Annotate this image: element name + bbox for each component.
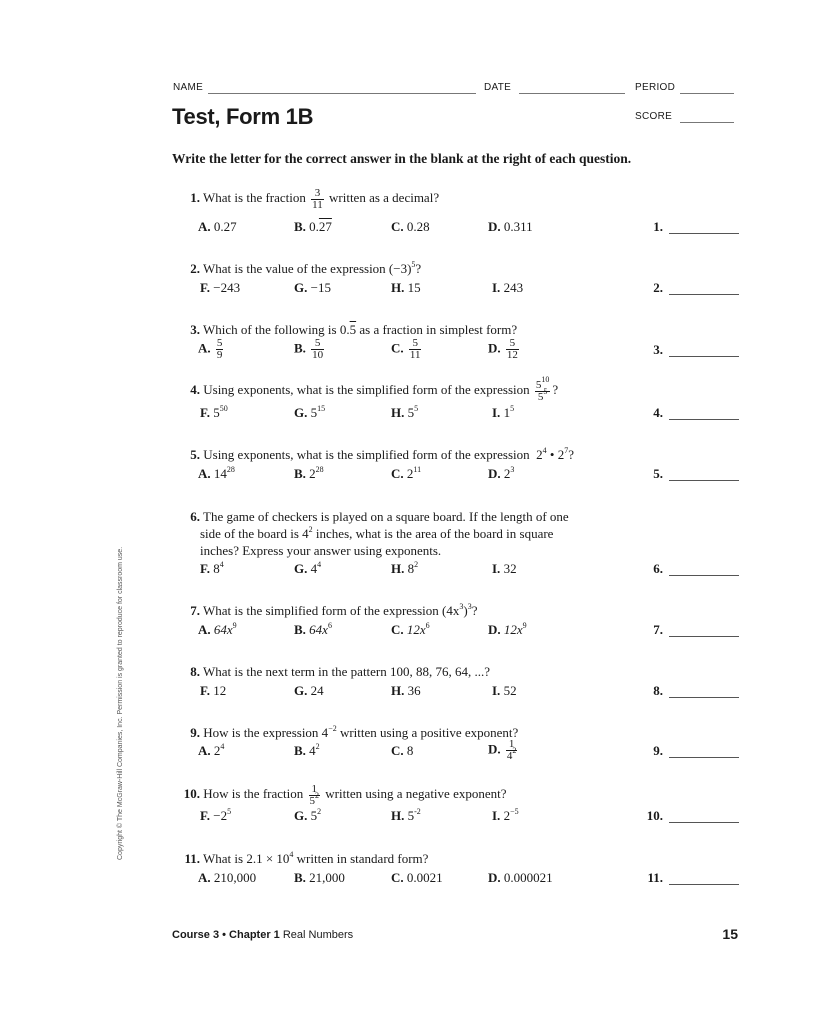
option-h[interactable]: H. $5^{-2}$ [391,807,421,823]
option-f[interactable]: F. $5^{50}$ [200,404,228,420]
answer-blank[interactable] [669,419,739,420]
answer-number: 9. [653,743,663,758]
option-a[interactable]: A. $2^4$ [198,742,225,758]
question-number: 4. [190,382,200,398]
option-b[interactable]: B. 21,000 [294,870,345,885]
score-label: SCORE [635,111,673,122]
question-text: Using exponents, what is the simplified form of the expression $\frac{5^{10}}{5^5}$ ? [203,375,559,403]
question-number: 3. [190,322,200,337]
option-c[interactable]: C. 8 [391,743,414,758]
question-text-line-3: inches? Express your answer using exponents. [200,543,442,558]
option-g[interactable]: G. $5^2$ [294,807,322,823]
fraction: $\frac{1}{5^2}$ [309,783,320,807]
question-text: How is the fraction $\frac{1}{5^2}$ written using a negative exponent? [203,783,507,807]
answer-blank[interactable] [669,757,739,758]
answer-number: 11. [647,870,663,885]
answer-number: 6. [653,561,663,576]
question-number: 2. [190,261,200,276]
question-number: 7. [190,603,200,618]
answer-number: 10. [646,808,663,823]
option-h[interactable]: H. $8^2$ [391,560,419,576]
option-c[interactable]: C. $\frac{5}{11}$ [391,337,421,361]
question-text: Which of the following is 0.5 as a fraction in simplest form? [203,322,518,337]
score-field[interactable] [680,122,734,123]
option-g[interactable]: G. −15 [294,280,331,295]
question-number: 11. [184,851,200,866]
option-i[interactable]: I. $2^{-5}$ [492,807,519,823]
option-d[interactable]: D. $12x^9$ [488,621,527,637]
footer-course: Course 3 [172,929,220,941]
option-c[interactable]: C. 0.0021 [391,870,443,885]
option-g[interactable]: G. 24 [294,683,324,698]
question-number: 8. [190,664,200,679]
option-i[interactable]: I. 52 [492,683,517,698]
question-text: What is $2.1 \times 10^4$ written in standard form? [203,850,429,866]
question-text: What is the next term in the pattern 100, 88, 76, 64, ...? [203,664,491,679]
question-number: 6. [190,509,200,524]
option-f[interactable]: F. 12 [200,683,227,698]
answer-blank[interactable] [669,636,739,637]
page-title: Test, Form 1B [172,104,314,129]
question-number: 9. [190,725,200,740]
instructions: Write the letter for the correct answer in the blank at the right of each question. [172,151,632,166]
answer-number: 1. [653,219,663,234]
option-f[interactable]: F. $-2^5$ [200,807,232,823]
answer-blank[interactable] [669,884,739,885]
page-number: 15 [722,926,738,942]
answer-blank[interactable] [669,822,739,823]
option-g[interactable]: G. $5^{15}$ [294,404,326,420]
question-text-line-1: The game of checkers is played on a square board. If the length of one [203,509,569,524]
name-field[interactable] [208,93,476,94]
answer-number: 8. [653,683,663,698]
question-text: What is the value of the expression $(-3)^5$? [203,260,422,276]
option-d[interactable]: D. $\frac{5}{12}$ [488,337,518,361]
option-d[interactable]: D. $2^3$ [488,465,515,481]
fraction: $\frac{5^{10}}{5^5}$ [535,375,550,403]
option-f[interactable]: F. $8^4$ [200,560,224,576]
option-h[interactable]: H. 36 [391,683,421,698]
option-h[interactable]: H. 15 [391,280,421,295]
option-a[interactable]: A. 0.27 [198,219,237,234]
option-c[interactable]: C. 0.28 [391,219,430,234]
footer-chapter: Chapter 1 [229,929,280,941]
option-a[interactable]: A. 210,000 [198,870,257,885]
answer-number: 2. [653,280,663,295]
answer-blank[interactable] [669,233,739,234]
answer-blank[interactable] [669,697,739,698]
option-f[interactable]: F. −243 [200,280,241,295]
option-i[interactable]: I. 243 [492,280,524,295]
option-c[interactable]: C. $12x^6$ [391,621,430,637]
answer-blank[interactable] [669,575,739,576]
option-g[interactable]: G. $4^4$ [294,560,322,576]
option-d[interactable]: D. 0.311 [488,219,533,234]
answer-number: 3. [653,342,663,357]
option-a[interactable]: A. $14^{28}$ [198,465,235,481]
period-field[interactable] [680,93,734,94]
period-label: PERIOD [635,82,676,93]
question-text: What is the simplified form of the expression $(4x^3)^3$? [203,602,478,618]
question-text: Using exponents, what is the simplified form of the expression $2^4$ • $2^7$? [203,446,574,462]
answer-number: 7. [653,622,663,637]
answer-blank[interactable] [669,356,739,357]
option-b[interactable]: B. $64x^6$ [294,621,332,637]
option-a[interactable]: A. $\frac{5}{9}$ [198,337,223,361]
answer-number: 5. [653,466,663,481]
option-c[interactable]: C. $2^{11}$ [391,465,422,481]
question-text-line-2: side of the board is $4^2$ inches, what is the area of the board in square [200,525,554,541]
option-d[interactable]: D. 0.000021 [488,870,553,885]
name-label: NAME [173,82,204,93]
answer-blank[interactable] [669,294,739,295]
date-label: DATE [484,82,512,93]
option-h[interactable]: H. $5^5$ [391,404,419,420]
answer-blank[interactable] [669,480,739,481]
question-text: How is the expression $4^{-2}$ written using a positive exponent? [203,724,519,740]
option-i[interactable]: I. $1^5$ [492,404,515,420]
question-number: 1. [190,190,200,206]
copyright-notice: Copyright © The McGraw-Hill Companies, Inc. Permission is granted to reproduce for classroom use. [117,546,124,860]
option-i[interactable]: I. 32 [492,561,517,576]
option-b[interactable]: B. $4^2$ [294,742,320,758]
fraction: $\frac{3}{11}$ [312,187,323,211]
question-number: 10. [183,786,200,802]
footer: Course 3 • Chapter 1 Real Numbers [172,929,354,941]
option-a[interactable]: A. $64x^9$ [198,621,237,637]
question-number: 5. [190,447,200,462]
option-b[interactable]: B. $\frac{5}{10}$ [294,337,324,361]
option-b[interactable]: B. 0.27 [294,219,332,234]
question-text: What is the fraction $\frac{3}{11}$ written as a decimal? [203,187,440,211]
footer-topic: Real Numbers [282,929,354,941]
option-b[interactable]: B. $2^{28}$ [294,465,324,481]
answer-number: 4. [653,405,663,420]
date-field[interactable] [519,93,625,94]
option-d[interactable]: D. $\frac{1}{4^2}$ [488,738,517,762]
